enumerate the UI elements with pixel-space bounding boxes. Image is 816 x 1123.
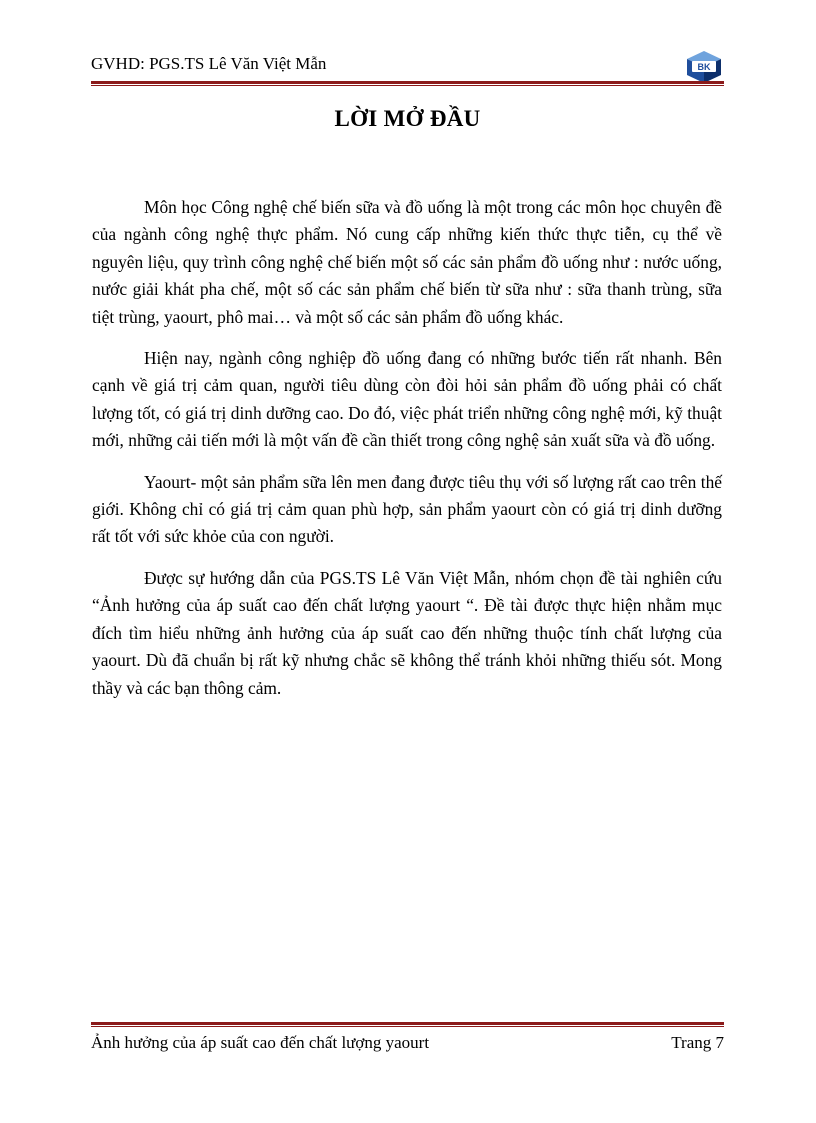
supervisor-text: GVHD: PGS.TS Lê Văn Việt Mẫn [91, 54, 327, 73]
paragraph-4: Được sự hướng dẫn của PGS.TS Lê Văn Việt Mẫn, nhóm chọn đề tài nghiên cứu “Ảnh hưởng của áp suất cao đến chất lượng yaourt “. Đề tài được thực hiện nhằm mục đích tìm hiểu những ảnh hưởng của áp suất cao đến những thuộc tính chất lượng của yaourt. Dù đã chuẩn bị rất kỹ nhưng chắc sẽ không thể tránh khỏi những thiếu sót. Mong thầy và các bạn thông cảm. [92, 567, 722, 698]
header-rule [91, 81, 724, 87]
page-footer [91, 1031, 724, 1057]
body-text [92, 194, 722, 716]
footer-rule [91, 1022, 724, 1028]
paragraph-1: Môn học Công nghệ chế biến sữa và đồ uống là một trong các môn học chuyên đề của ngành công nghệ thực phẩm. Nó cung cấp những kiến thức thực tiễn, cụ thể về nguyên liệu, quy trình công nghệ chế biến một số các sản phẩm đồ uống như : nước uống, nước giải khát pha chế, một số các sản phẩm chế biến từ sữa như : sữa thanh trùng, sữa tiệt trùng, yaourt, phô mai… và một số các sản phẩm đồ uống khác. [92, 197, 722, 327]
paragraph-3: Yaourt- một sản phẩm sữa lên men đang được tiêu thụ với số lượng rất cao trên thế giới. Không chỉ có giá trị cảm quan phù hợp, sản phẩm yaourt còn có giá trị dinh dưỡng rất tốt với sức khỏe của con người. [92, 471, 722, 547]
footer-doc-title: Ảnh hưởng của áp suất cao đến chất lượng yaourt [91, 1033, 430, 1052]
bk-university-logo-icon [685, 50, 723, 84]
logo-text: BK [697, 62, 711, 72]
page-number: Trang 7 [671, 1033, 724, 1052]
page-title: LỜI MỞ ĐẦU [334, 106, 481, 131]
paragraph-2: Hiện nay, ngành công nghiệp đồ uống đang có những bước tiến rất nhanh. Bên cạnh về giá trị cảm quan, người tiêu dùng còn đòi hỏi sản phẩm đồ uống phải có chất lượng tốt, có giá trị dinh dưỡng cao. Do đó, việc phát triển những công nghệ mới, kỹ thuật mới, những cải tiến mới là một vấn đề cần thiết trong công nghệ sản xuất sữa và đồ uống. [92, 348, 722, 451]
